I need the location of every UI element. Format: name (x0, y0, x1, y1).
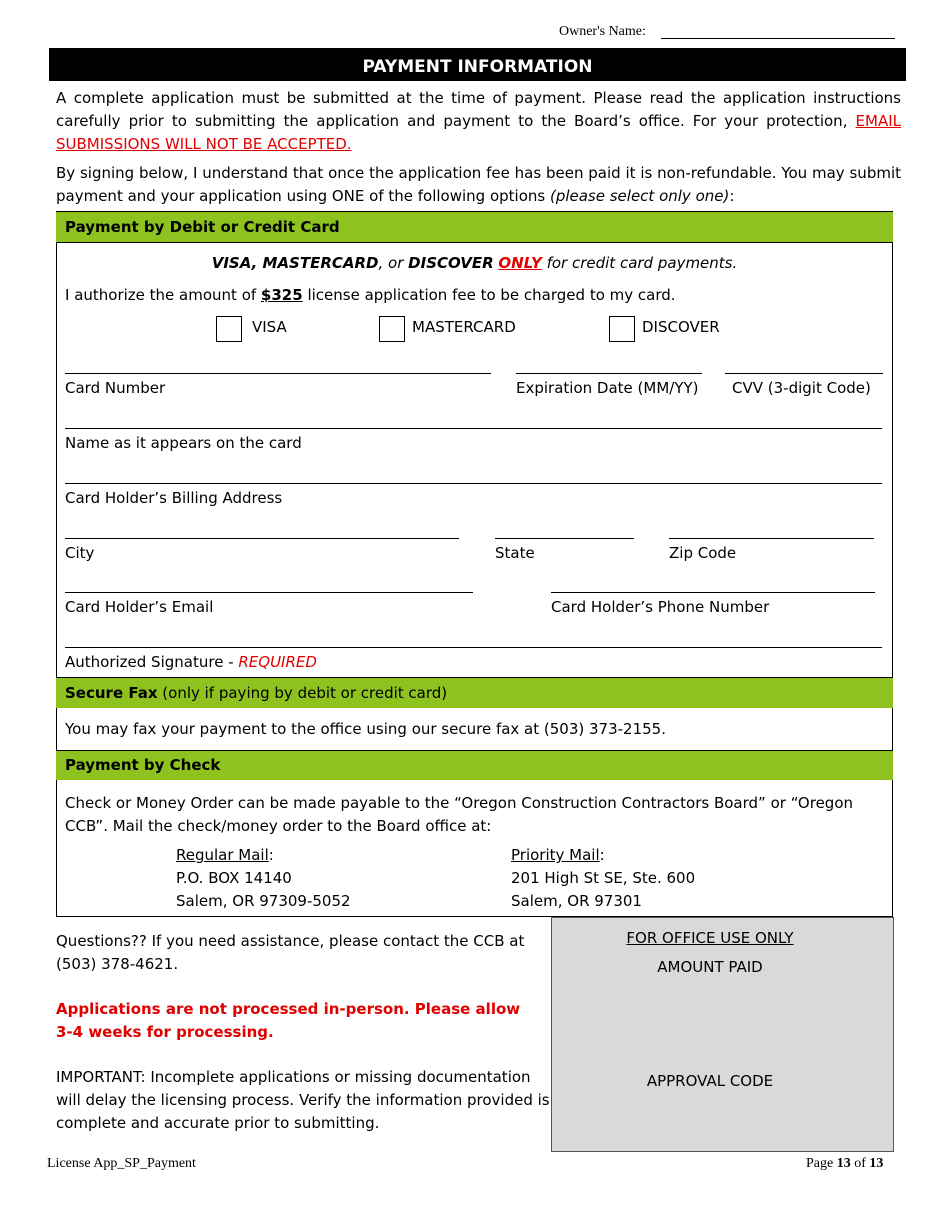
owner-name-label: Owner's Name: (559, 24, 646, 39)
authorize-line (65, 286, 676, 304)
fax-header-rest: (only if paying by debit or credit card) (157, 684, 448, 702)
fee-amount: $325 (260, 286, 303, 304)
priority-mail-address (511, 844, 695, 913)
regular-mail-address (176, 844, 351, 913)
fax-header-bold: Secure Fax (65, 684, 158, 702)
email-label: Card Holder’s Email (65, 598, 214, 616)
colon: : (729, 187, 735, 205)
brands-tail: for credit card payments. (541, 254, 738, 272)
signature-label (65, 653, 317, 671)
intro-paragraph-1 (56, 87, 901, 156)
discover-checkbox[interactable] (609, 316, 635, 342)
brands-or: , or (378, 254, 409, 272)
page-prefix: Page (806, 1156, 837, 1171)
important-notice: IMPORTANT: Incomplete applications or missing documentation will delay the licensing process. Verify the information provided is complete and accurate prior to submitting. (56, 1068, 550, 1132)
signature-text: Authorized Signature - (65, 653, 239, 671)
priority-mail-label: Priority Mail (511, 846, 600, 864)
regular-line-1: P.O. BOX 14140 (176, 869, 292, 887)
card-number-field[interactable] (65, 373, 491, 374)
billing-address-label: Card Holder’s Billing Address (65, 489, 283, 507)
regular-mail-label: Regular Mail (176, 846, 269, 864)
visa-checkbox[interactable] (216, 316, 242, 342)
regular-colon: : (268, 846, 274, 864)
signature-required: REQUIRED (238, 653, 317, 671)
mastercard-label: MASTERCARD (412, 318, 516, 336)
select-one-note: (please select only one) (549, 187, 730, 205)
email-warning: EMAIL SUBMISSIONS WILL NOT BE ACCEPTED. (56, 112, 901, 153)
amount-paid-label: AMOUNT PAID (657, 958, 763, 976)
mastercard-checkbox[interactable] (379, 316, 405, 342)
intro-paragraph-2 (56, 162, 901, 208)
questions-text: Questions?? If you need assistance, please contact the CCB at (503) 378-4621. (56, 932, 525, 973)
regular-line-2: Salem, OR 97309-5052 (176, 892, 351, 910)
discover-label: DISCOVER (642, 318, 720, 336)
fax-text: You may fax your payment to the office using our secure fax at (503) 373-2155. (65, 720, 666, 738)
document-name: License App_SP_Payment (47, 1156, 196, 1171)
priority-line-2: Salem, OR 97301 (511, 892, 642, 910)
cvv-field[interactable] (725, 373, 883, 374)
page-total: 13 (869, 1156, 884, 1171)
page-of: of (850, 1156, 870, 1171)
not-in-person-notice: Applications are not processed in-person. Please allow 3-4 weeks for processing. (56, 1000, 521, 1041)
priority-colon: : (599, 846, 605, 864)
state-label: State (495, 544, 535, 562)
billing-address-field[interactable] (65, 483, 882, 484)
page-current: 13 (836, 1156, 851, 1171)
state-field[interactable] (495, 538, 634, 539)
brands-discover: DISCOVER (408, 254, 494, 272)
priority-line-1: 201 High St SE, Ste. 600 (511, 869, 696, 887)
expiration-field[interactable] (516, 373, 702, 374)
name-on-card-field[interactable] (65, 428, 882, 429)
phone-field[interactable] (551, 592, 875, 593)
check-text: Check or Money Order can be made payable to the “Oregon Construction Contractors Board” or “Oregon CCB”. Mail the check/money order to the Board office at: (65, 794, 854, 835)
phone-label: Card Holder’s Phone Number (551, 598, 770, 616)
cvv-label: CVV (3-digit Code) (732, 379, 871, 397)
card-brands-line (56, 254, 893, 272)
zip-field[interactable] (669, 538, 874, 539)
fax-section-header (65, 684, 447, 702)
intro-text: A complete application must be submitted at the time of payment. Please read the application instructions carefully prior to submitting the application and payment to the Board’s office. For your protection, (56, 89, 901, 130)
card-section-header: Payment by Debit or Credit Card (65, 218, 340, 236)
visa-label: VISA (252, 318, 287, 336)
check-section-header: Payment by Check (65, 756, 221, 774)
card-number-label: Card Number (65, 379, 166, 397)
zip-label: Zip Code (669, 544, 737, 562)
office-use-title: FOR OFFICE USE ONLY (626, 929, 794, 947)
brands-visa-mc: VISA, MASTERCARD (211, 254, 379, 272)
authorize-pre: I authorize the amount of (65, 286, 261, 304)
owner-name-field[interactable] (661, 38, 895, 39)
office-use-box (551, 917, 894, 1152)
page-number (806, 1156, 883, 1172)
brands-only: ONLY (498, 254, 542, 272)
city-field[interactable] (65, 538, 459, 539)
page-title: PAYMENT INFORMATION (362, 57, 593, 77)
email-field[interactable] (65, 592, 473, 593)
signature-field[interactable] (65, 647, 882, 648)
authorize-post: license application fee to be charged to my card. (302, 286, 676, 304)
city-label: City (65, 544, 95, 562)
name-on-card-label: Name as it appears on the card (65, 434, 302, 452)
intro-text-2: By signing below, I understand that once the application fee has been paid it is non-refundable. You may submit payment and your application using ONE of the following options (56, 164, 901, 205)
expiration-label: Expiration Date (MM/YY) (516, 379, 699, 397)
approval-code-label: APPROVAL CODE (646, 1072, 774, 1090)
